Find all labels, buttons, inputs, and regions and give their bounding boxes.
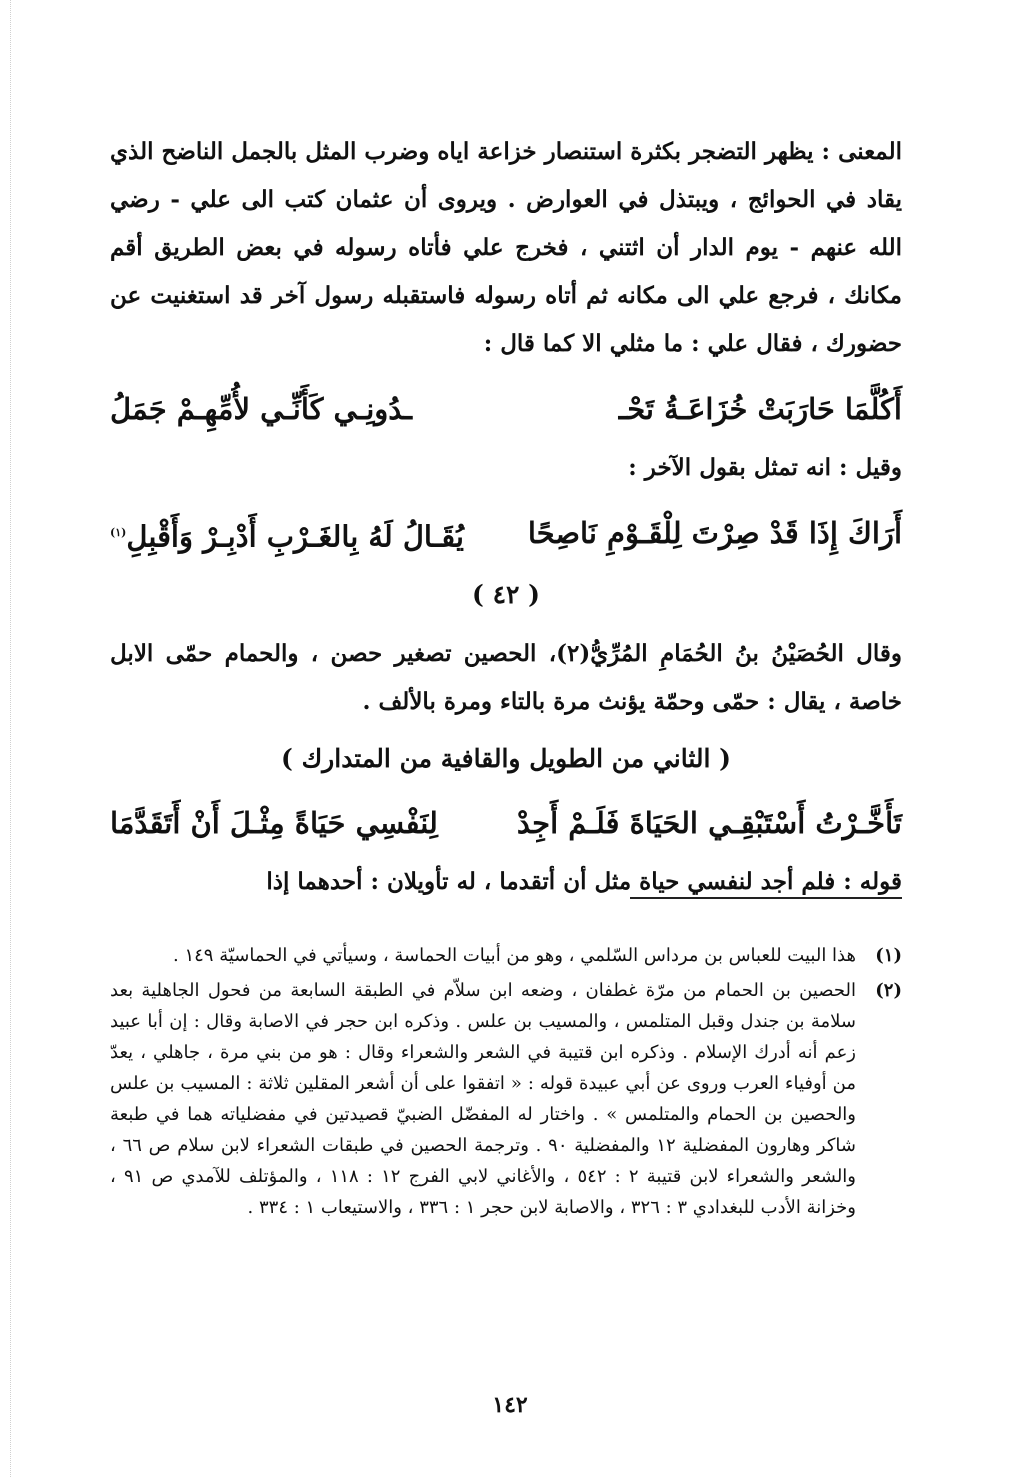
footnote-number: (١) — [875, 945, 902, 966]
paragraph-poet-intro: وقال الحُصَيْنُ بنُ الحُمَامِ المُرِّيُّ(٢)، الحصين تصغير حصن ، والحمام حمّى الابل خاصة ، يقال : حمّى وحمّة يؤنث مرة بالتاء ومرة بالألف . — [110, 639, 902, 715]
meter-heading: ( الثاني من الطويل والقافية من المتدارك ) — [281, 743, 731, 773]
paragraph-another-saying: وقيل : انه تمثل بقول الآخر : — [628, 454, 902, 481]
section-number: ( ٤٢ ) — [472, 579, 540, 609]
footnote-divider — [630, 897, 902, 899]
scan-edge — [0, 0, 11, 1477]
footnote-reference-1[interactable]: (١) — [110, 526, 127, 539]
paragraph-meaning: المعنى : يظهر التضجر بكثرة استنصار خزاعة اياه وضرب المثل بالجمل الناضح الذي يقاد في الحوائج ، ويبتذل في العوارض . ويروى أن عثمان كتب الى علي - رضي الله عنهم - يوم الدار أن اثتني ، فخرج علي فأتاه رسوله في بعض الطريق أقم مكانك ، فرجع علي الى مكانه ثم أتاه رسوله فاستقبله رسول آخر قد استغنيت عن حضورك ، فقال علي : ما مثلي الا كما قال : — [110, 138, 902, 357]
footnotes — [110, 940, 902, 1227]
verse-2-second-hemistich-wrap — [110, 512, 464, 558]
footnote-text: الحصين بن الحمام من مرّة غطفان ، وضعه ابن سلاّم في الطبقة السابعة من فحول الجاهلية بعد سلامة بن جندل وقبل المتلمس ، والمسيب بن علس . وذكره ابن حجر في الاصابة وقال : إن أبا عبيد زعم أنه أدرك الإسلام . وذكره ابن قتيبة في الشعر والشعراء وقال : هو من بني مرة ، جاهلي ، يعدّ من أوفياء العرب وروى عن أبي عبيدة قوله : « اتفقوا على أن أشعر المقلين ثلاثة : المسيب بن علس والحصين بن الحمام والمتلمس » . واختار له المفضّل الضبيّ قصيدتين في مفضلياته هما في طبعة شاكر وهارون المفضلية ١٢ والمفضلية ٩٠ . وترجمة الحصين في طبقات الشعراء لابن سلام ص ٦٦ ، والشعر والشعراء لابن قتيبة ٢ : ٥٤٢ ، والأغاني لابي الفرج ١٢ : ١١٨ ، والمؤتلف للآمدي ص ٩١ ، وخزانة الأدب للبغدادي ٣ : ٣٢٦ ، والاصابة لابن حجر ١ : ٣٣٦ ، والاستيعاب ١ : ٣٣٤ . — [110, 980, 856, 1218]
footnote-text: هذا البيت للعباس بن مرداس السّلمي ، وهو من أبيات الحماسة ، وسيأتي في الحماسيّة ١٤٩ . — [173, 945, 856, 966]
footnote-2 — [110, 975, 902, 1223]
verse-1-second-hemistich: ـدُونِـي كَأَنِّـي لأُمِّهِـمْ جَمَلُ — [110, 392, 413, 426]
verse-2 — [110, 512, 902, 558]
paragraph-commentary: قوله : فلم أجد لنفسي حياة مثل أن أتقدما ، له تأويلان : أحدهما إذا — [266, 867, 902, 895]
footnote-1 — [110, 940, 902, 971]
verse-3-first-hemistich: تَأَخَّـرْتُ أَسْتَبْقِـي الحَيَاةَ فَلَـمْ أَجِدْ — [516, 805, 902, 840]
verse-2-first-hemistich: أَرَاكَ إِذَا قَدْ صِرْتَ لِلْقَـوْمِ نَاصِحًا — [527, 516, 902, 550]
page-number: ١٤٢ — [492, 1392, 528, 1418]
verse-1-first-hemistich: أَكُلَّمَا حَارَبَتْ خُزَاعَـةُ تَحْـ — [618, 392, 902, 426]
verse-2-second-hemistich: يُقَـالُ لَهُ بِالغَـرْبِ أَدْبِـرْ وَأَقْبِلِ — [126, 519, 464, 554]
page-body — [110, 128, 902, 906]
verse-1 — [110, 388, 902, 430]
verse-3-second-hemistich: لِنَفْسِي حَيَاةً مِثْـلَ أَنْ أَتَقَدَّمَا — [110, 805, 438, 840]
footnote-number: (٢) — [875, 980, 902, 1001]
verse-3 — [110, 802, 902, 844]
